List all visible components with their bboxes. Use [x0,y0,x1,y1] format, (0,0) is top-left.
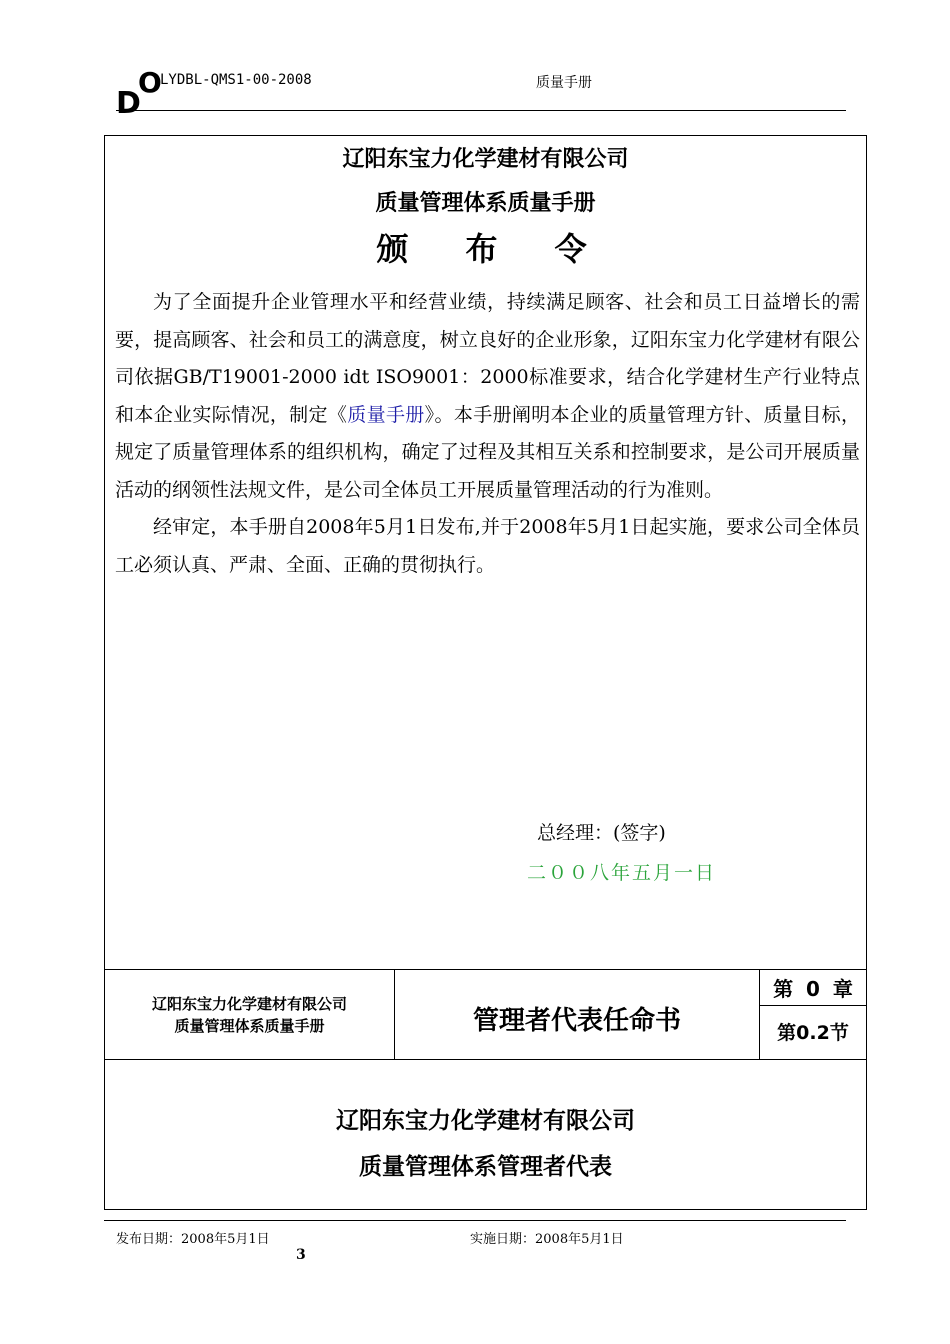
band-company-block [105,970,395,1059]
document-frame [104,135,867,1210]
decree-company-name: 辽阳东宝力化学建材有限公司 [342,147,629,172]
appointment-company-name: 辽阳东宝力化学建材有限公司 [336,1108,635,1134]
band-section-title: 管理者代表任命书 [395,970,760,1059]
decree-paragraph-1-post: 》。本手册阐明本企业的质量管理方针、质量目标，规定了质量管理体系的组织机构，确定了过程及其相互关系和控制要求，是公司开展质量活动的纲领性法规文件，是公司全体员工开展质量管理活动的行为准则。 [115,403,860,501]
section-header-band [105,969,866,1060]
band-manual-name: 质量管理体系质量手册 [174,1016,325,1035]
decree-body [115,284,860,584]
quality-manual-link[interactable]: 质量手册 [347,403,425,426]
header-rule [116,110,846,111]
footer-rule [104,1220,846,1221]
decree-subtitle: 质量管理体系质量手册 [375,191,596,216]
band-section-number: 第0.2节 [777,1021,849,1044]
logo-letter-d: D [116,86,139,121]
decree-paragraph-1-pre: 为了全面提升企业管理水平和经营业绩，持续满足顾客、社会和员工日益增长的需要，提高顾客、社会和员工的满意度，树立良好的企业形象，辽阳东宝力化学建材有限公司依据GB/T19001-2000 idt ISO9001：2000标准要求，结合化学建材生产行业特点和本企业实际情况，制定《 [115,291,860,426]
decree-date: 二００八年五月一日 [527,862,717,884]
company-logo [116,66,164,120]
decree-paragraph-2: 经审定，本手册自2008年5月1日发布,并于2008年5月1日起实施，要求公司全体员工必须认真、严肃、全面、正确的贯彻执行。 [115,516,860,576]
band-company-name: 辽阳东宝力化学建材有限公司 [151,994,347,1013]
effective-date: 实施日期：2008年5月1日 [470,1232,624,1247]
issue-date: 发布日期：2008年5月1日 [116,1232,270,1247]
decree-heading: 颁 布 令 [376,230,595,268]
general-manager-signature: 总经理：(签字) [537,822,666,844]
page-number: 3 [296,1247,306,1263]
header-manual-title: 质量手册 [536,75,592,91]
logo-letter-o: O [138,66,162,99]
band-chapter: 第 0 章 [760,970,866,1006]
appointment-title: 质量管理体系管理者代表 [359,1154,612,1180]
document-code: LYDBL-QMS1-00-2008 [160,72,312,88]
decree-paragraph-1 [115,284,860,509]
